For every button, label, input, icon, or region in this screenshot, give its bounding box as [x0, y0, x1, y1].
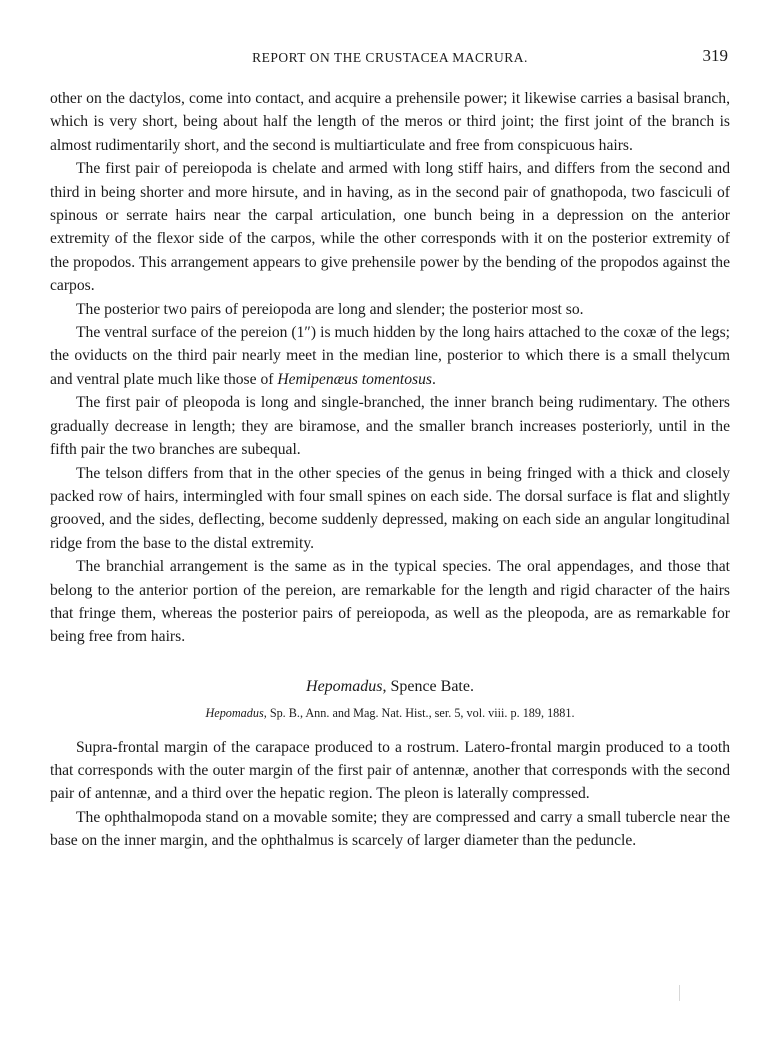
running-header [52, 46, 728, 70]
genus-name: Hepomadus [306, 677, 383, 695]
paragraph-ophthalmopoda: The ophthalmopoda stand on a movable somite; they are compressed and carry a small tubercle near the base on the inner margin, and the ophthalmus is scarcely of larger diameter than the peduncle. [50, 808, 730, 850]
running-title: REPORT ON THE CRUSTACEA MACRURA. [252, 50, 528, 65]
paragraph-ventral-surface [50, 321, 730, 391]
paragraph-carapace: Supra-frontal margin of the carapace produced to a rostrum. Latero-frontal margin produced to a tooth that corresponds with the outer margin of the first pair of antennæ, another that corresponds with the second pair of antennæ, and a third over the hepatic region. The pleon is laterally compressed. [50, 738, 730, 803]
citation-reference: , Sp. B., Ann. and Mag. Nat. Hist., ser. 5, vol. viii. p. 189, 1881. [263, 706, 575, 721]
paragraph-first-pereiopoda: The first pair of pereiopoda is chelate and armed with long stiff hairs, and differs from the second and third in being shorter and more hirsute, and in having, as in the second pair of gnathopoda, two fasciculi of spinous or serrate hairs near the carpal articulation, one bunch being in a depression on the anterior extremity of the flexor side of the carpos, while the other corresponds with it on the posterior extremity of the propodos. This arrangement appears to give prehensile power by the bending of the propodos against the carpos. [50, 160, 730, 295]
species-name: Hemipenæus tomentosus [277, 370, 432, 388]
paragraph-pleopoda: The first pair of pleopoda is long and single-branched, the inner branch being rudimentary. The others gradually decrease in length; they are biramose, and the smaller branch increases posteriorly, until in the fifth pair the two branches are subequal. [50, 394, 730, 459]
paragraph-posterior-pereiopoda: The posterior two pairs of pereiopoda are long and slender; the posterior most so. [76, 300, 584, 318]
genus-heading [50, 675, 730, 698]
page-number: 319 [702, 46, 728, 65]
citation-genus-name: Hepomadus [205, 706, 264, 721]
paragraph-telson: The telson differs from that in the other species of the genus in being fringed with a thick and closely packed row of hairs, intermingled with four small spines on each side. The dorsal surface is flat and slightly grooved, and the sides, deflecting, become suddenly depressed, making on each side an angular longitudinal ridge from the base to the distal extremity. [50, 464, 730, 552]
genus-citation [50, 702, 730, 725]
genus-author: , Spence Bate. [382, 677, 474, 695]
scan-artifact-line [679, 985, 680, 1001]
paragraph-branchial: The branchial arrangement is the same as in the typical species. The oral appendages, and those that belong to the anterior portion of the pereion, are remarkable for the length and rigid character of the hairs that fringe them, whereas the posterior pairs of pereiopoda, as well as the pleopoda, are as remarkable for being free from hairs. [50, 558, 730, 646]
ventral-surface-text: The ventral surface of the pereion (1″) is much hidden by the long hairs attached to the coxæ of the legs; the oviducts on the third pair nearly meet in the median line, posterior to which there is a small thelycum and ventral plate much like those of [50, 324, 730, 388]
paragraph-continued: other on the dactylos, come into contact, and acquire a prehensile power; it likewise carries a basisal branch, which is very short, being about half the length of the meros or third joint; the first joint of the branch is almost rudimentarily short, and the second is multiarticulate and free from conspicuous hairs. [50, 90, 730, 154]
body-text [50, 87, 730, 853]
ventral-surface-end: . [431, 370, 436, 388]
